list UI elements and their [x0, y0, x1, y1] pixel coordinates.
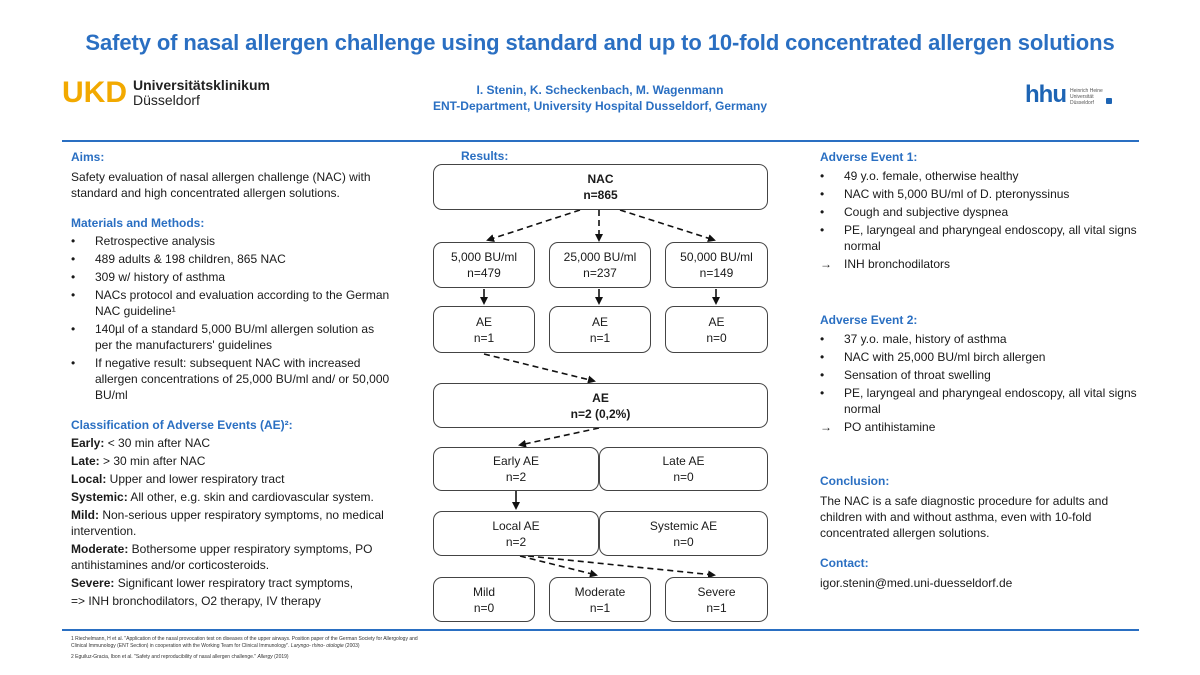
- conc-50000-box: 50,000 BU/ml n=149: [665, 242, 768, 288]
- affiliation: ENT-Department, University Hospital Dusseldorf, Germany: [432, 99, 768, 113]
- arrow-total-to-early: [520, 428, 599, 445]
- list-item: • Cough and subjective dyspnea: [820, 205, 1009, 219]
- ae-50000-box: AE n=0: [665, 306, 768, 353]
- bullet-icon: •: [71, 270, 76, 284]
- list-item: • 49 y.o. female, otherwise healthy: [820, 169, 1019, 183]
- arrow-local-to-severe: [528, 556, 714, 575]
- classification-line: => INH bronchodilators, O2 therapy, IV therapy: [71, 594, 321, 608]
- classification-line: Late: > 30 min after NAC: [71, 454, 206, 468]
- contact-heading: Contact:: [820, 556, 869, 570]
- bullet-icon: •: [71, 234, 76, 248]
- classification-list: [71, 435, 391, 609]
- footnotes: [71, 636, 431, 665]
- nac-box: NAC n=865: [433, 164, 768, 210]
- list-item: • NAC with 25,000 BU/ml birch allergen: [820, 350, 1046, 364]
- hhu-logo-text: Heinrich Heine Universität Düsseldorf: [1069, 88, 1103, 106]
- bullet-icon: •: [820, 169, 825, 183]
- bullet-icon: •: [820, 187, 825, 201]
- classification-line: Mild: Non-serious upper respiratory symptoms, no medical intervention.: [71, 508, 384, 538]
- list-item: • PE, laryngeal and pharyngeal endoscopy, all vital signs normal: [820, 386, 1137, 416]
- arrow-ae1-to-total: [484, 354, 594, 381]
- bullet-icon: •: [820, 350, 825, 364]
- footnote-2: 2 Eguiluz-Gracia, Ibon et al. "Safety and reproducibility of nasal allergen challenge." Allergy (2019): [71, 654, 289, 660]
- severe-box: Severe n=1: [665, 577, 768, 622]
- hhu-logo-mark: hhu: [1025, 81, 1066, 108]
- ukd-logo-line2: Düsseldorf: [133, 92, 200, 108]
- classification-line: Systemic: All other, e.g. skin and cardiovascular system.: [71, 490, 374, 504]
- classification-line: Moderate: Bothersome upper respiratory symptoms, PO antihistamines and/or corticosteroids.: [71, 542, 373, 572]
- conclusion-text: The NAC is a safe diagnostic procedure for adults and children with and without asthma, even with 10-fold concentrated allergen solutions.: [820, 494, 1109, 540]
- classification-line: Local: Upper and lower respiratory tract: [71, 472, 285, 486]
- classification-heading: Classification of Adverse Events (AE)²:: [71, 418, 293, 432]
- left-column: [71, 149, 391, 611]
- list-item: • 37 y.o. male, history of asthma: [820, 332, 1007, 346]
- ukd-logo-line1: Universitätsklinikum: [133, 77, 270, 93]
- bullet-icon: •: [71, 252, 76, 266]
- bullet-icon: •: [71, 356, 76, 370]
- conc-5000-box: 5,000 BU/ml n=479: [433, 242, 535, 288]
- hhu-logo: [1025, 81, 1112, 108]
- ae2-list: [820, 331, 1140, 435]
- ae1-heading: Adverse Event 1:: [820, 150, 918, 164]
- ukd-logo: [62, 76, 270, 110]
- list-item: • 489 adults & 198 children, 865 NAC: [71, 252, 286, 266]
- header-divider: [62, 140, 1139, 142]
- footer-divider: [62, 629, 1139, 631]
- ukd-logo-mark: UKD: [62, 76, 127, 109]
- ae-5000-box: AE n=1: [433, 306, 535, 353]
- authors: I. Stenin, K. Scheckenbach, M. Wagenmann: [476, 83, 724, 97]
- methods-heading: Materials and Methods:: [71, 216, 205, 230]
- poster-title: Safety of nasal allergen challenge using standard and up to 10-fold concentrated allergen solutions: [85, 30, 1115, 55]
- list-item: • If negative result: subsequent NAC with increased allergen concentrations of 25,000 BU/ml and/ or 50,000 BU/ml: [71, 356, 390, 402]
- ae-total-box: AE n=2 (0,2%): [433, 383, 768, 428]
- arrow-local-to-moderate: [520, 556, 596, 575]
- arrow-nac-to-50000: [620, 210, 714, 240]
- bullet-icon: •: [820, 386, 825, 400]
- arrow-nac-to-5000: [488, 210, 580, 240]
- bullet-icon: •: [820, 205, 825, 219]
- bullet-icon: •: [820, 368, 825, 382]
- moderate-box: Moderate n=1: [549, 577, 651, 622]
- bullet-icon: •: [820, 332, 825, 346]
- late-ae-box: Late AE n=0: [599, 447, 768, 491]
- classification-line: Early: < 30 min after NAC: [71, 436, 211, 450]
- conc-25000-box: 25,000 BU/ml n=237: [549, 242, 651, 288]
- arrow-right-icon: →: [820, 420, 832, 434]
- methods-list: [71, 233, 391, 403]
- classification-line: Severe: Significant lower respiratory tract symptoms,: [71, 576, 354, 590]
- conclusion-heading: Conclusion:: [820, 474, 890, 488]
- ae1-list: [820, 168, 1140, 272]
- list-item: → PO antihistamine: [820, 420, 936, 434]
- mild-box: Mild n=0: [433, 577, 535, 622]
- list-item: • NAC with 5,000 BU/ml of D. pteronyssinus: [820, 187, 1070, 201]
- local-ae-box: Local AE n=2: [433, 511, 599, 556]
- ukd-logo-text: [133, 78, 270, 108]
- arrow-right-icon: →: [820, 257, 832, 271]
- aims-heading: Aims:: [71, 150, 105, 164]
- results-heading: Results:: [461, 149, 509, 163]
- list-item: → INH bronchodilators: [820, 257, 951, 271]
- list-item: • 309 w/ history of asthma: [71, 270, 226, 284]
- bullet-icon: •: [71, 288, 76, 302]
- right-column: [820, 149, 1140, 591]
- hhu-logo-dot-icon: [1106, 98, 1112, 104]
- ae-25000-box: AE n=1: [549, 306, 651, 353]
- early-ae-box: Early AE n=2: [433, 447, 599, 491]
- systemic-ae-box: Systemic AE n=0: [599, 511, 768, 556]
- list-item: • NACs protocol and evaluation according to the German NAC guideline¹: [71, 288, 390, 318]
- bullet-icon: •: [820, 223, 825, 237]
- ae2-heading: Adverse Event 2:: [820, 313, 918, 327]
- list-item: • Sensation of throat swelling: [820, 368, 991, 382]
- list-item: • Retrospective analysis: [71, 234, 216, 248]
- list-item: • 140µl of a standard 5,000 BU/ml allergen solution as per the manufacturers' guidelines: [71, 322, 375, 352]
- aims-text: Safety evaluation of nasal allergen challenge (NAC) with standard and high concentrated allergen solutions.: [71, 170, 371, 200]
- bullet-icon: •: [71, 322, 76, 336]
- footnote-1: 1 Riechelmann, H et al. "Application of the nasal provocation test on diseases of the upper airways. Position paper of the German Society for Allergology and Clinical Immunology (ENT Section) in cooperation with the Working Team for Clinical Immunology". Laryngo- rhino- otologie (2003): [71, 636, 418, 649]
- list-item: • PE, laryngeal and pharyngeal endoscopy, all vital signs normal: [820, 223, 1137, 253]
- authors-block: [400, 82, 800, 114]
- contact-email[interactable]: igor.stenin@med.uni-duesseldorf.de: [820, 576, 1013, 590]
